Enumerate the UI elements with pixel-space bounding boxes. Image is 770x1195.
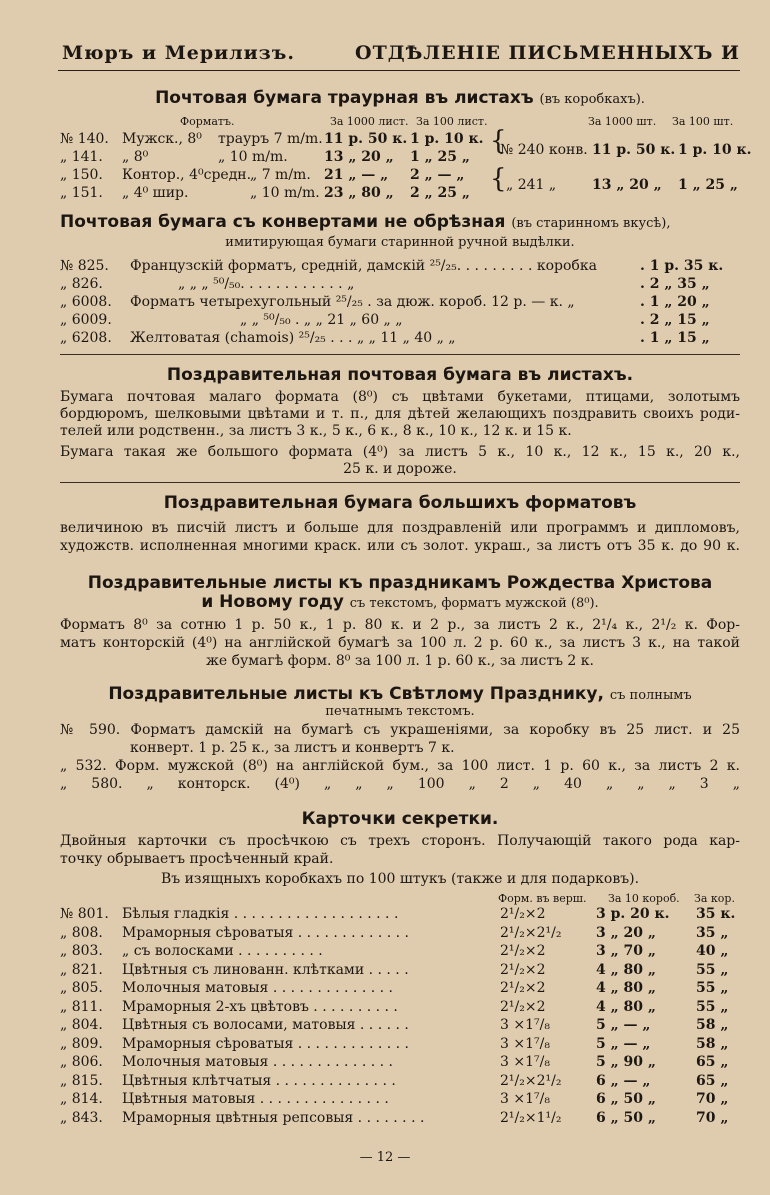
item-name: Мраморныя сѣроватыя . . . . . . . . . . . . . [122, 1035, 410, 1052]
item-description: Французскій форматъ, средній, дамскій ²⁵/₂₅. . . . . . . . . коробка [130, 258, 597, 274]
section-title-text: Почтовая бумага траурная въ листахъ [155, 88, 534, 108]
item-number: № 801. [60, 906, 109, 922]
item-price: 3 „ 20 „ [596, 924, 656, 941]
item-number: № 240 конв. [500, 142, 588, 158]
item-rim: „ 10 m/m. [250, 185, 320, 201]
paragraph-line: № 590. Форматъ дамскій на бумагѣ съ украшеніями, за коробку въ 25 лист. и 25 [60, 722, 740, 738]
item-name: „ съ волосками . . . . . . . . . . [122, 943, 323, 959]
item-number: „ 814. [60, 1091, 103, 1107]
item-price: 5 „ 90 „ [596, 1054, 656, 1070]
item-price: 4 „ 80 „ [596, 998, 656, 1015]
item-name: Бѣлыя гладкія . . . . . . . . . . . . . . . . . . . [122, 906, 399, 922]
section-title [60, 684, 740, 706]
paragraph-line: матъ конторскій (4⁰) на англійской бумагѣ за 100 л. 2 р. 60 к., за листъ 3 к., на такой [60, 635, 740, 651]
item-price: 1 р. 10 к. [410, 131, 484, 147]
brace-glyph: { [490, 164, 507, 194]
item-format: 2¹/₂×2 [500, 943, 546, 959]
column-header: За 1000 шт. [588, 115, 657, 128]
item-price: 4 „ 80 „ [596, 980, 656, 996]
item-number: „ 804. [60, 1017, 103, 1033]
item-price: 35 к. [696, 906, 736, 922]
item-format: 2¹/₂×2¹/₂ [500, 1072, 562, 1089]
item-price: 5 „ — „ [596, 1017, 651, 1033]
section-title: Карточки секретки. [301, 809, 499, 829]
section-divider [60, 354, 740, 355]
item-price: 70 „ [696, 1109, 729, 1126]
item-description: Форматъ четырехугольный ²⁵/₂₅ . за дюж. короб. 12 р. — к. „ [130, 294, 575, 310]
item-format: 3 ×1⁷/₈ [500, 1017, 550, 1033]
paragraph-line: художств. исполненная многими краск. или съ золот. украш., за листъ отъ 35 к. до 90 к. [60, 538, 740, 554]
paragraph-line: величиною въ писчій листъ и больше для поздравленій или программъ и дипломовъ, [60, 520, 740, 536]
item-number: „ 811. [60, 998, 103, 1015]
brace-glyph: { [490, 126, 507, 156]
item-price: 6 „ — „ [596, 1072, 651, 1089]
item-format: Контор., 4⁰средн. [122, 167, 252, 183]
item-name: Мраморныя цвѣтныя репсовыя . . . . . . . . [122, 1109, 425, 1126]
section-title-text: Поздравительные листы къ Свѣтлому Празднику, [108, 684, 604, 704]
item-name: Мраморныя 2-хъ цвѣтовъ . . . . . . . . . . [122, 998, 398, 1015]
item-description: Желтоватая (chamois) ²⁵/₂₅ . . . „ „ 11 „ 40 „ „ [130, 330, 456, 346]
paragraph-line: Бумага такая же большого формата (4⁰) за листъ 5 к., 10 к., 12 к., 15 к., 20 к., [60, 444, 740, 460]
section-title-text: Почтовая бумага съ конвертами не обрѣзная [60, 212, 506, 232]
item-price: 6 „ 50 „ [596, 1109, 656, 1126]
header-right: ОТДѢЛЕНІЕ ПИСЬМЕННЫХЪ И [355, 42, 740, 64]
section-title: Поздравительная бумага большихъ форматовъ [163, 493, 637, 513]
item-format: Мужск., 8⁰ [122, 131, 202, 147]
column-header: Форм. въ верш. [498, 892, 587, 905]
item-name: Мраморныя сѣроватыя . . . . . . . . . . . . . [122, 924, 410, 941]
item-name: Молочныя матовыя . . . . . . . . . . . . . . [122, 980, 393, 996]
section-divider [60, 482, 740, 483]
item-format: 3 ×1⁷/₈ [500, 1035, 550, 1052]
item-number: „ 808. [60, 924, 103, 941]
section-subtitle: имитирующая бумаги старинной ручной выдѣлки. [225, 235, 575, 250]
item-number: „ 241 „ [506, 177, 557, 193]
section-note: съ полнымъ [609, 688, 692, 703]
item-price: 70 „ [696, 1091, 729, 1107]
item-price: . 1 „ 20 „ [640, 294, 710, 310]
item-rim: „ 10 m/m. [218, 149, 288, 165]
section-title: Поздравительная почтовая бумага въ листахъ. [166, 365, 634, 385]
column-header: Форматъ. [180, 115, 235, 128]
item-number: № 825. [60, 258, 109, 274]
item-price: 55 „ [696, 961, 729, 978]
header-left: Мюръ и Мерилизъ. [62, 42, 295, 64]
paragraph-line: „ 580. „ конторск. (4⁰) „ „ „ 100 „ 2 „ 40 „ „ „ 3 „ [60, 776, 740, 792]
item-number: „ 150. [60, 167, 103, 183]
item-price: 13 „ 20 „ [592, 177, 662, 193]
item-price: 23 „ 80 „ [324, 185, 394, 201]
item-price: 1 „ 25 „ [410, 149, 470, 165]
paragraph-line: „ 532. Форм. мужской (8⁰) на англійской бум., за 100 лист. 1 р. 60 к., за листъ 2 к. [60, 758, 740, 774]
column-header: За 100 шт. [672, 115, 734, 128]
item-format: „ 8⁰ [122, 149, 149, 165]
item-format: 2¹/₂×2 [500, 998, 546, 1015]
item-number: „ 826. [60, 276, 103, 292]
item-number: „ 815. [60, 1072, 103, 1089]
item-price: 5 „ — „ [596, 1035, 651, 1052]
item-price: 11 р. 50 к. [324, 131, 408, 147]
item-number: „ 151. [60, 185, 103, 201]
paragraph-line: Въ изящныхъ коробкахъ по 100 штукъ (также и для подарковъ). [160, 871, 640, 887]
item-format: 2¹/₂×1¹/₂ [500, 1109, 562, 1126]
item-format: 2¹/₂×2 [500, 906, 546, 922]
section-title [60, 88, 740, 110]
item-price: 40 „ [696, 943, 729, 959]
item-name: Молочныя матовыя . . . . . . . . . . . . . . [122, 1054, 393, 1070]
page-number: — 12 — [359, 1150, 411, 1165]
item-format: „ 4⁰ шир. [122, 185, 189, 201]
section-title-text: и Новому году [201, 592, 344, 612]
item-price: 2 „ 25 „ [410, 185, 470, 201]
paragraph-line: телей или родственн., за листъ 3 к., 5 к., 6 к., 8 к., 10 к., 12 к. и 15 к. [60, 423, 572, 439]
item-name: Цвѣтныя съ линованн. клѣтками . . . . . [122, 961, 409, 978]
paragraph-line: конверт. 1 р. 25 к., за листъ и конвертъ 7 к. [130, 740, 455, 756]
paragraph-line: 25 к. и дороже. [343, 461, 457, 477]
item-price: 21 „ — „ [324, 167, 389, 183]
paragraph-line: Двойныя карточки съ просѣчкою съ трехъ сторонъ. Получающій такого рода кар- [60, 833, 740, 849]
item-number: „ 805. [60, 980, 103, 996]
column-header: За 100 лист. [416, 115, 488, 128]
header-rule [58, 70, 740, 71]
item-price: 65 „ [696, 1054, 729, 1070]
section-title [60, 212, 740, 234]
item-number: „ 6008. [60, 294, 112, 310]
section-subtitle: печатнымъ текстомъ. [325, 704, 475, 719]
item-name: Цвѣтныя съ волосами, матовыя . . . . . . [122, 1017, 409, 1033]
item-price: 13 „ 20 „ [324, 149, 394, 165]
item-price: 55 „ [696, 980, 729, 996]
item-description: „ „ ⁵⁰/₅₀ . „ „ 21 „ 60 „ „ [240, 312, 403, 328]
item-number: „ 843. [60, 1109, 103, 1126]
item-price: 58 „ [696, 1035, 729, 1052]
item-price: 58 „ [696, 1017, 729, 1033]
item-price: 1 „ 25 „ [678, 177, 738, 193]
paragraph-line: же бумагѣ форм. 8⁰ за 100 л. 1 р. 60 к., за листъ 2 к. [206, 653, 594, 669]
item-number: „ 806. [60, 1054, 103, 1070]
item-description: „ „ „ ⁵⁰/₅₀. . . . . . . . . . . . „ [178, 276, 355, 292]
section-note: (въ старинномъ вкусѣ), [511, 216, 671, 231]
item-price: 4 „ 80 „ [596, 961, 656, 978]
item-price: . 2 „ 15 „ [640, 312, 710, 328]
item-price: 2 „ — „ [410, 167, 465, 183]
item-rim: трауръ 7 m/m. [218, 131, 323, 147]
item-number: „ 6208. [60, 330, 112, 346]
item-price: 1 р. 10 к. [678, 142, 752, 158]
item-number: „ 821. [60, 961, 103, 978]
item-price: 3 р. 20 к. [596, 906, 670, 922]
column-header: За 1000 лист. [330, 115, 409, 128]
item-name: Цвѣтныя клѣтчатыя . . . . . . . . . . . . . . [122, 1072, 396, 1089]
section-note: съ текстомъ, форматъ мужской (8⁰). [349, 596, 599, 611]
item-price: 3 „ 70 „ [596, 943, 656, 959]
paragraph-line: точку обрываетъ просѣченный край. [60, 851, 334, 867]
paragraph-line: Форматъ 8⁰ за сотню 1 р. 50 к., 1 р. 80 к. и 2 р., за листъ 2 к., 2¹/₄ к., 2¹/₂ к. Фор- [60, 617, 740, 633]
item-price: 6 „ 50 „ [596, 1091, 656, 1107]
item-number: „ 809. [60, 1035, 103, 1052]
section-title [60, 592, 740, 614]
item-price: 55 „ [696, 998, 729, 1015]
item-price: . 2 „ 35 „ [640, 276, 710, 292]
item-price: 11 р. 50 к. [592, 142, 676, 158]
item-format: 3 ×1⁷/₈ [500, 1091, 550, 1107]
item-format: 3 ×1⁷/₈ [500, 1054, 550, 1070]
item-format: 2¹/₂×2 [500, 980, 546, 996]
item-price: . 1 р. 35 к. [640, 258, 724, 274]
item-format: 2¹/₂×2¹/₂ [500, 924, 562, 941]
paragraph-line: бордюромъ, шелковыми цвѣтами и т. п., для дѣтей желающихъ поздравить своихъ роди- [60, 406, 740, 422]
section-title: Поздравительные листы къ праздникамъ Рождества Христова [87, 573, 713, 593]
paragraph-line: Бумага почтовая малаго формата (8⁰) съ цвѣтами букетами, птицами, золотымъ [60, 389, 740, 405]
item-number: „ 141. [60, 149, 103, 165]
item-number: № 140. [60, 131, 109, 147]
item-price: 65 „ [696, 1072, 729, 1089]
page-header [0, 0, 770, 64]
item-price: 35 „ [696, 924, 729, 941]
item-name: Цвѣтныя матовыя . . . . . . . . . . . . . . . [122, 1091, 389, 1107]
item-rim: „ 7 m/m. [250, 167, 311, 183]
item-format: 2¹/₂×2 [500, 961, 546, 978]
item-number: „ 803. [60, 943, 103, 959]
column-header: За кор. [694, 892, 735, 905]
section-note: (въ коробкахъ). [539, 92, 645, 107]
item-price: . 1 „ 15 „ [640, 330, 710, 346]
column-header: За 10 короб. [608, 892, 680, 905]
item-number: „ 6009. [60, 312, 112, 328]
